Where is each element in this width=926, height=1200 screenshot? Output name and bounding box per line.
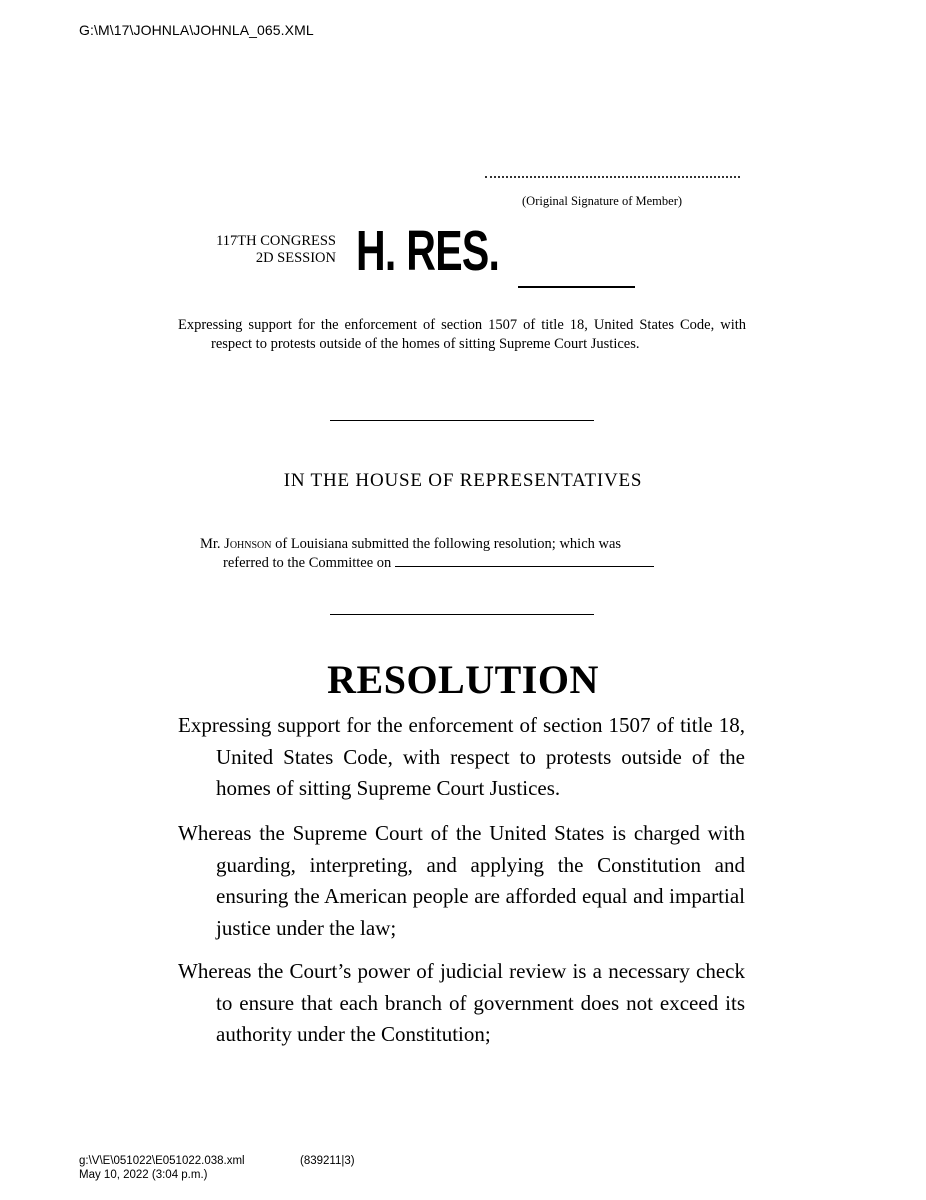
session-label: 2D SESSION [255, 250, 336, 266]
committee-blank [395, 554, 654, 567]
congress-label: 117TH CONGRESS [216, 233, 336, 249]
footer-code: (839211|3) [300, 1155, 355, 1167]
submitted-text: of Louisiana submitted the following resolution; which was [275, 536, 622, 552]
congress-session-block [178, 233, 336, 267]
bill-number-blank [518, 286, 635, 288]
submitted-line-2 [200, 554, 726, 573]
bill-type: H. RES. [356, 219, 500, 283]
sponsor-name: Johnson [224, 536, 272, 552]
sponsor-prefix: Mr. [200, 536, 221, 552]
footer [79, 1154, 355, 1182]
signature-label: (Original Signature of Member) [522, 194, 683, 208]
footer-date: May 10, 2022 (3:04 p.m.) [79, 1169, 208, 1181]
chamber-heading: IN THE HOUSE OF REPRESENTATIVES [283, 470, 643, 491]
footer-file: g:\V\E\051022\E051022.038.xml [79, 1155, 245, 1167]
submitted-line-1 [200, 535, 726, 554]
purpose-paragraph: Expressing support for the enforcement of section 1507 of title 18, United States Code, with respect to protests outside of the homes of sitting Supreme Court Justices. [178, 713, 745, 800]
submitted-statement [200, 535, 726, 573]
short-summary: Expressing support for the enforcement of section 1507 of title 18, United States Code, with respect to protests outside of the homes of sitting Supreme Court Justices. [178, 317, 746, 352]
whereas-clause: Whereas the Supreme Court of the United States is charged with guarding, interpreting, and applying the Constitution and ensuring the American people are afforded equal and impartial justice under the law; [178, 821, 745, 940]
divider-rule [330, 614, 594, 615]
resolution-title: RESOLUTION [327, 657, 599, 702]
signature-line [485, 166, 740, 178]
file-path: G:\M\17\JOHNLA\JOHNLA_065.XML [79, 22, 314, 38]
whereas-clause: Whereas the Court’s power of judicial review is a necessary check to ensure that each branch of government does not exceed its authority under the Constitution; [178, 959, 745, 1046]
divider-rule [330, 420, 594, 421]
committee-text: referred to the Committee on [223, 555, 392, 571]
